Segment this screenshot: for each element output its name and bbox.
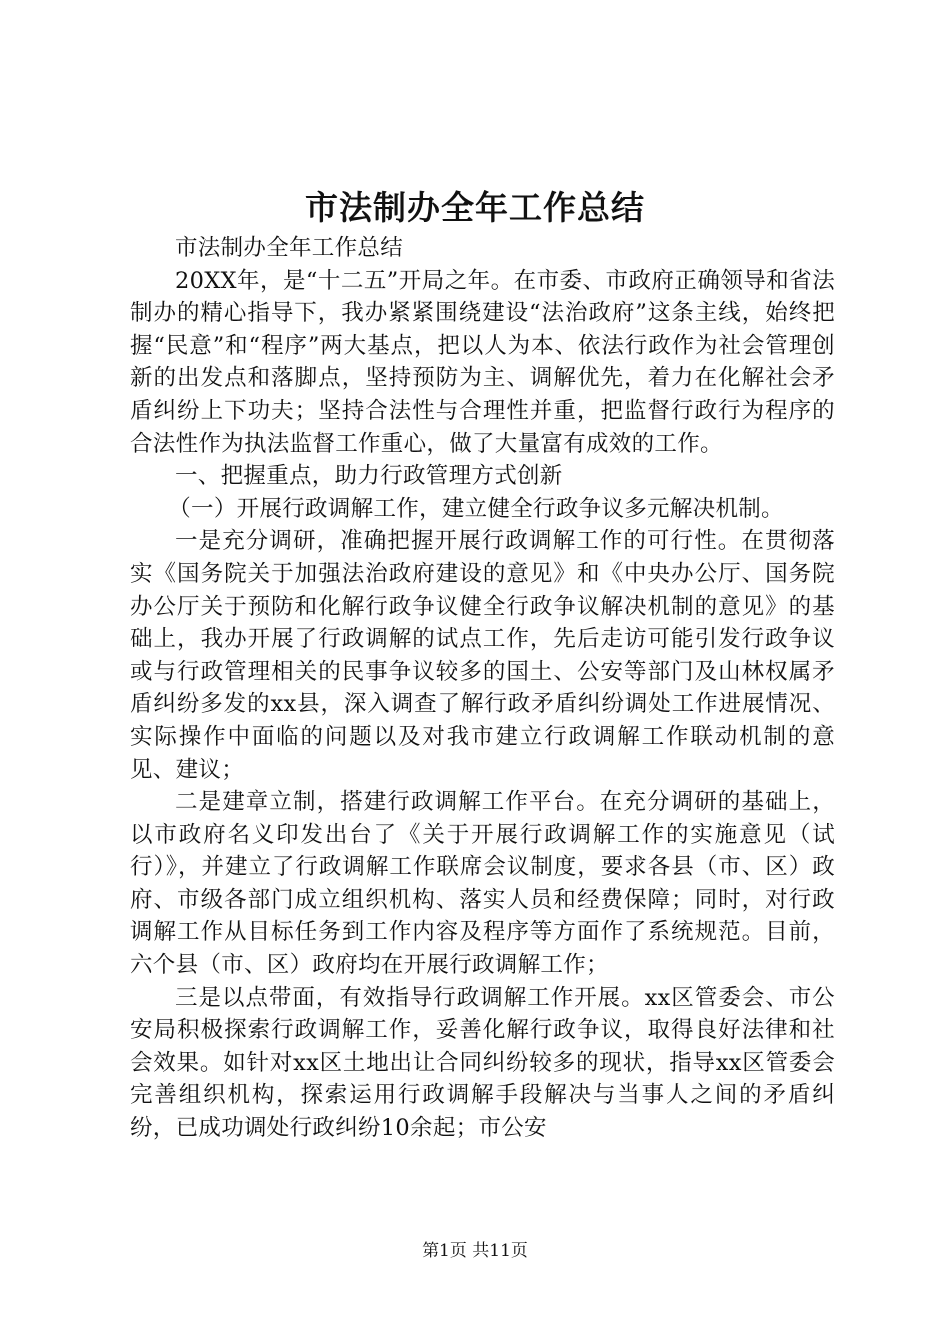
paragraph-heading-repeat: 市法制办全年工作总结 [175,235,404,261]
document-body [130,232,835,1145]
paragraph-intro: 20XX年，是“十二五”开局之年。在市委、市政府正确领导和省法制办的精心指导下，我办紧紧围绕建设“法治政府”这条主线，始终把握“民意”和“程序”两大基点，把以人为本、依法行政作为社会管理创新的出发点和落脚点，坚持预防为主、调解优先，着力在化解社会矛盾纠纷上下功夫；坚持合法性与合理性并重，把监督行政行为程序的合法性作为执法监督工作重心，做了大量富有成效的工作。 [130,267,835,457]
paragraph-point-2: 二是建章立制，搭建行政调解工作平台。在充分调研的基础上，以市政府名义印发出台了《关于开展行政调解工作的实施意见（试行）》，并建立了行政调解工作联席会议制度，要求各县（市、区）政府、市级各部门成立组织机构、落实人员和经费保障；同时，对行政调解工作从目标任务到工作内容及程序等方面作了系统规范。目前，六个县（市、区）政府均在开展行政调解工作； [130,789,835,979]
paragraph-point-1: 一是充分调研，准确把握开展行政调解工作的可行性。在贯彻落实《国务院关于加强法治政府建设的意见》和《中央办公厅、国务院办公厅关于预防和化解行政争议健全行政争议解决机制的意见》的基础上，我办开展了行政调解的试点工作，先后走访可能引发行政争议或与行政管理相关的民事争议较多的国土、公安等部门及山林权属矛盾纠纷多发的xx县，深入调查了解行政矛盾纠纷调处工作进展情况、实际操作中面临的问题以及对我市建立行政调解工作联动机制的意见、建议； [130,528,835,783]
document-title: 市法制办全年工作总结 [305,188,645,227]
subsection-heading-1: （一）开展行政调解工作，建立健全行政争议多元解决机制。 [168,495,784,522]
page-number-footer: 第1页 共11页 [422,1241,528,1261]
section-heading-1: 一、把握重点，助力行政管理方式创新 [175,463,563,490]
paragraph-point-3: 三是以点带面，有效指导行政调解工作开展。xx区管委会、市公安局积极探索行政调解工作，妥善化解行政争议，取得良好法律和社会效果。如针对xx区土地出让合同纠纷较多的现状，指导xx区管委会完善组织机构，探索运用行政调解手段解决与当事人之间的矛盾纠纷，已成功调处行政纠纷10余起；市公安 [130,984,835,1142]
